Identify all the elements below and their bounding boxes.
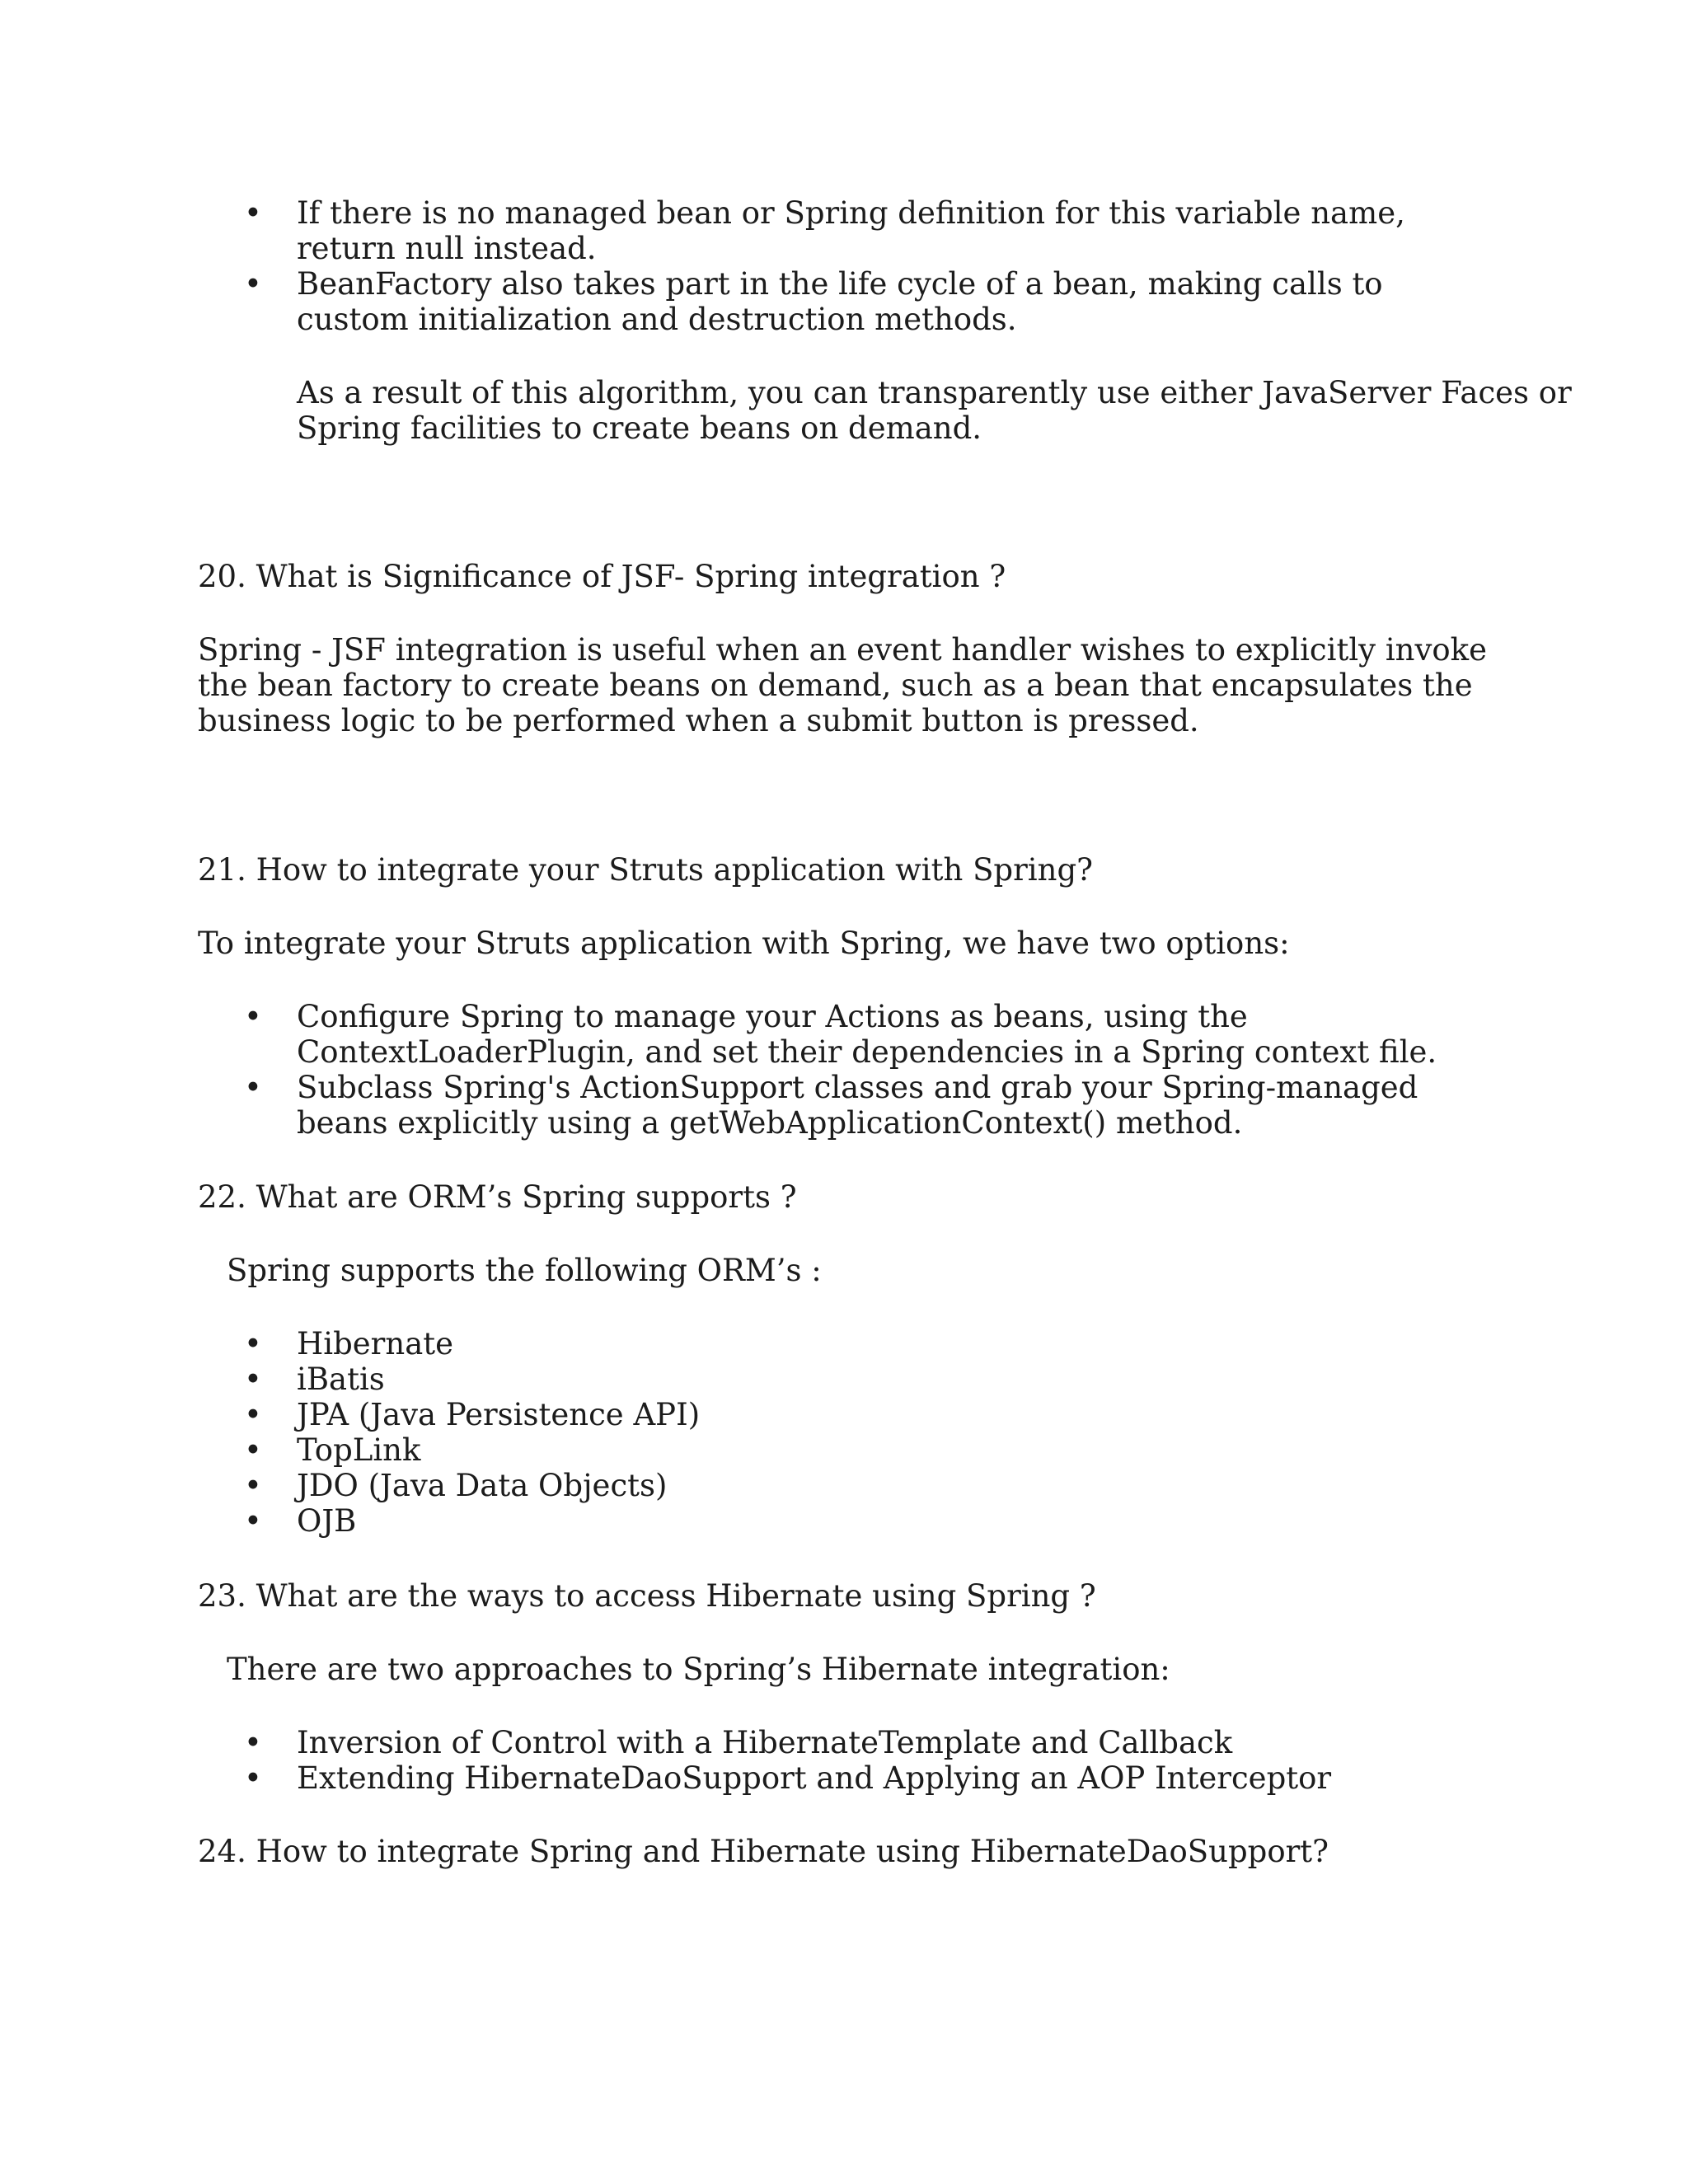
list-item: [198, 1503, 1500, 1539]
list-item: [198, 1326, 1500, 1361]
list-item-text: Inversion of Control with a HibernateTemplate and Callback: [297, 1725, 1233, 1760]
list-item: [198, 266, 1500, 337]
question-21-heading: 21. How to integrate your Struts application with Spring?: [198, 852, 1093, 888]
list-item: [198, 1760, 1500, 1796]
list-item-text: iBatis: [297, 1361, 385, 1397]
question-24-heading: 24. How to integrate Spring and Hibernate using HibernateDaoSupport?: [198, 1834, 1329, 1869]
list-item-text: JPA (Java Persistence API): [297, 1397, 701, 1432]
question-21-intro: To integrate your Struts application with Spring, we have two options:: [198, 926, 1290, 961]
question-22-heading: 22. What are ORM’s Spring supports ?: [198, 1179, 797, 1215]
top-bullet-list: [198, 195, 1500, 337]
bullet-icon: •: [244, 1725, 262, 1760]
list-item: [198, 1725, 1500, 1760]
list-item-text: Hibernate: [297, 1326, 454, 1361]
list-item-text: JDO (Java Data Objects): [297, 1468, 668, 1503]
list-item: [198, 1361, 1500, 1397]
question-20-heading: 20. What is Significance of JSF- Spring integration ?: [198, 559, 1006, 594]
bullet-icon: •: [244, 1397, 262, 1432]
list-item-text: BeanFactory also takes part in the life cycle of a bean, making calls to custom initialization and destruction methods.: [297, 266, 1383, 337]
bullet-icon: •: [244, 1760, 262, 1796]
bullet-icon: •: [244, 999, 262, 1034]
list-item-text: Extending HibernateDaoSupport and Applying an AOP Interceptor: [297, 1760, 1332, 1796]
bullet-icon: •: [244, 1326, 262, 1361]
bullet-icon: •: [244, 1468, 262, 1503]
bullet-icon: •: [244, 195, 262, 231]
list-item: [198, 1397, 1500, 1432]
question-23-bullet-list: [198, 1725, 1500, 1796]
bullet-icon: •: [244, 1361, 262, 1397]
question-21-bullet-list: [198, 999, 1500, 1141]
list-item-text: Subclass Spring's ActionSupport classes and grab your Spring-managed beans explicitly using a getWebApplicationContext() method.: [297, 1070, 1418, 1141]
list-item: [198, 1432, 1500, 1468]
list-item: [198, 999, 1500, 1070]
bullet-icon: •: [244, 1503, 262, 1539]
list-item-text: TopLink: [297, 1432, 421, 1468]
top-note: As a result of this algorithm, you can transparently use either JavaServer Faces or Spring facilities to create beans on demand.: [297, 375, 1572, 446]
list-item-text: If there is no managed bean or Spring definition for this variable name, return null instead.: [297, 195, 1405, 266]
list-item-text: OJB: [297, 1503, 357, 1539]
question-23-heading: 23. What are the ways to access Hibernate using Spring ?: [198, 1578, 1096, 1614]
list-item: [198, 195, 1500, 266]
list-item: [198, 1468, 1500, 1503]
question-22-bullet-list: [198, 1326, 1500, 1539]
question-23-intro: There are two approaches to Spring’s Hibernate integration:: [227, 1652, 1170, 1687]
bullet-icon: •: [244, 1432, 262, 1468]
question-20-answer: Spring - JSF integration is useful when an event handler wishes to explicitly invoke the bean factory to create beans on demand, such as a bean that encapsulates the business logic to be performed when a submit button is pressed.: [198, 632, 1487, 738]
list-item: [198, 1070, 1500, 1141]
bullet-icon: •: [244, 1070, 262, 1105]
bullet-icon: •: [244, 266, 262, 302]
list-item-text: Configure Spring to manage your Actions as beans, using the ContextLoaderPlugin, and set their dependencies in a Spring context file.: [297, 999, 1437, 1070]
question-22-intro: Spring supports the following ORM’s :: [227, 1253, 822, 1288]
